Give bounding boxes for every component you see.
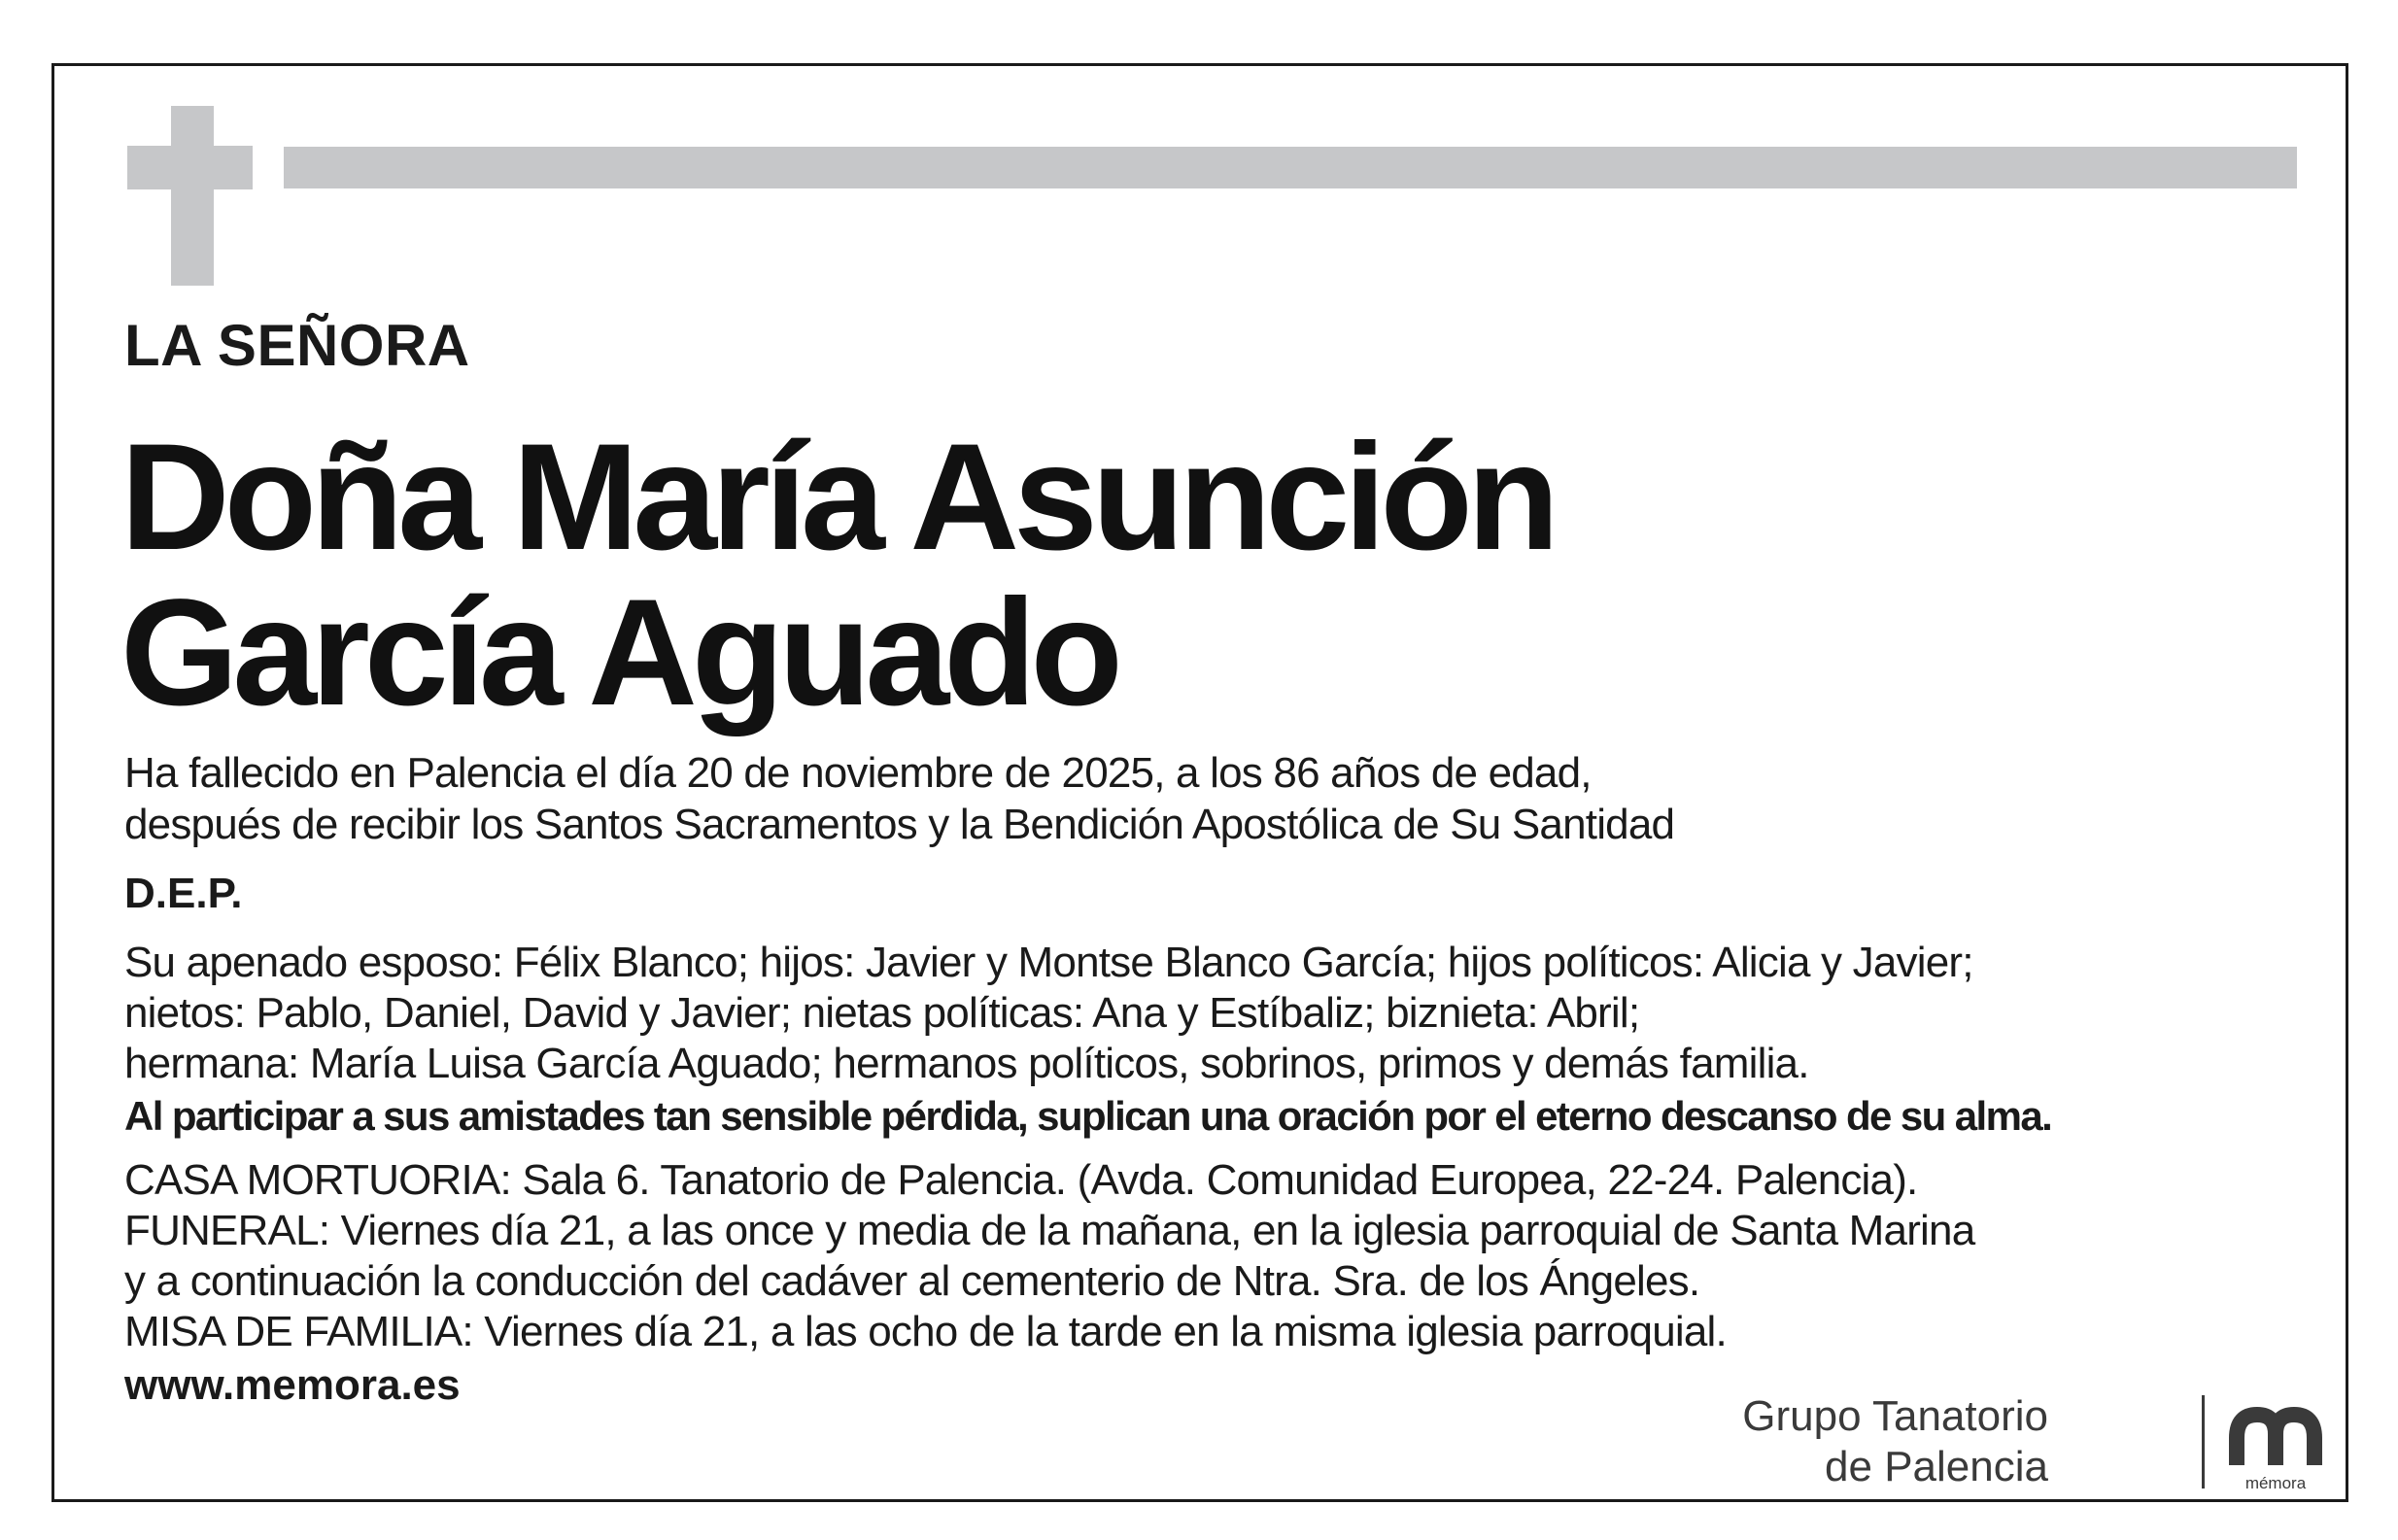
- header-bar: [284, 147, 2297, 188]
- heading: LA SEÑORA: [124, 313, 470, 378]
- deceased-name-first-line: Doña María Asunción: [120, 413, 1555, 582]
- prayer-request: Al participar a sus amistades tan sensible pérdida, suplican una oración por el eterno descanso de su alma.: [124, 1093, 2052, 1139]
- memora-logo: [2223, 1405, 2328, 1492]
- dep-label: D.E.P.: [124, 870, 243, 917]
- family-mass-info: MISA DE FAMILIA: Viernes día 21, a las ocho de la tarde en la misma iglesia parroquial.: [124, 1308, 1727, 1355]
- funeral-info-line-1: FUNERAL: Viernes día 21, a las once y media de la mañana, en la iglesia parroquial de Santa Marina: [124, 1207, 1975, 1254]
- mortuary-info: CASA MORTUORIA: Sala 6. Tanatorio de Palencia. (Avda. Comunidad Europea, 22-24. Palencia).: [124, 1156, 1918, 1204]
- group-name-line-1: Grupo Tanatorio: [1742, 1392, 2048, 1440]
- memora-m-logo-icon: [2223, 1405, 2328, 1492]
- website-link[interactable]: www.memora.es: [124, 1361, 461, 1409]
- logo-word: mémora: [2244, 1474, 2307, 1492]
- funeral-info-line-2: y a continuación la conducción del cadáver al cementerio de Ntra. Sra. de los Ángeles.: [124, 1257, 1700, 1305]
- cross-vertical: [171, 106, 214, 286]
- brand-divider: [2202, 1395, 2205, 1489]
- funeral-group-name: [1742, 1391, 2048, 1492]
- family-line-1: Su apenado esposo: Félix Blanco; hijos: Javier y Montse Blanco García; hijos políticos: Alicia y Javier;: [124, 939, 1973, 986]
- group-name-line-2: de Palencia: [1825, 1443, 2048, 1490]
- cross-horizontal: [127, 146, 253, 189]
- death-info-line-1: Ha fallecido en Palencia el día 20 de noviembre de 2025, a los 86 años de edad,: [124, 749, 1592, 797]
- family-line-3: hermana: María Luisa García Aguado; hermanos políticos, sobrinos, primos y demás familia.: [124, 1040, 1809, 1087]
- family-line-2: nietos: Pablo, Daniel, David y Javier; nietas políticas: Ana y Estíbaliz; biznieta: Abril;: [124, 989, 1640, 1037]
- deceased-name-second-line: García Aguado: [120, 568, 1117, 737]
- death-info-line-2: después de recibir los Santos Sacramentos y la Bendición Apostólica de Su Santidad: [124, 801, 1675, 848]
